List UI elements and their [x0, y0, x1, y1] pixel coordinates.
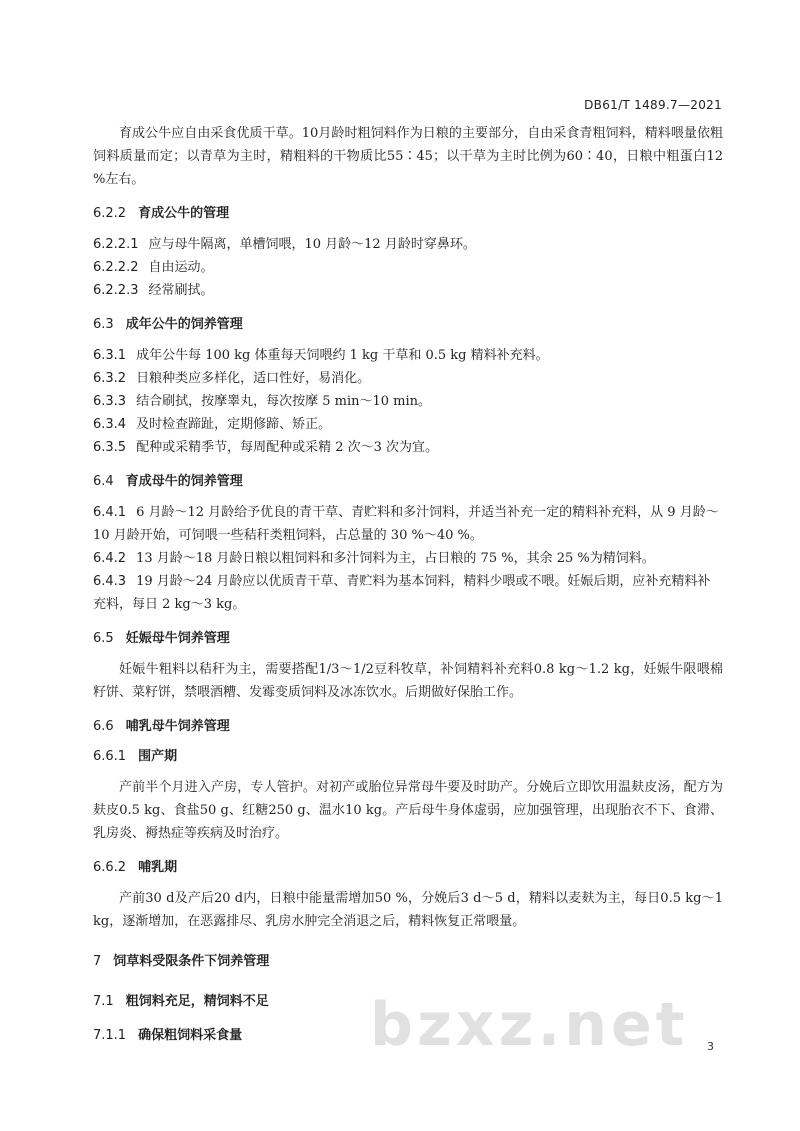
clause: 6.3.3 结合刷拭，按摩睾丸，每次按摩 5 min～10 min。 — [93, 394, 432, 409]
subsection-heading: 6.6.2 哺乳期 — [93, 860, 178, 875]
section-heading: 6.3 成年公牛的饲养管理 — [93, 317, 243, 332]
paragraph: 产前30 d及产后20 d内，日粮中能量需增加50 %，分娩后3 d～5 d，精料以麦麸为主，每日0.5 kg～1 kg，逐渐增加，在恶露排尽、乳房水肿完全消退之后，精料恢复正常喂量。 — [93, 891, 723, 929]
subsection-heading: 6.6.1 围产期 — [93, 749, 178, 764]
clause: 6.2.2.2 自由运动。 — [93, 260, 214, 275]
document-id: DB61/T 1489.7—2021 — [584, 98, 722, 112]
watermark: bzxz.net — [370, 990, 689, 1060]
section-heading: 6.5 妊娠母牛饲养管理 — [93, 631, 230, 646]
clause: 6.3.1 成年公牛每 100 kg 体重每天饲喂约 1 kg 干草和 0.5 kg 精料补充料。 — [93, 348, 549, 363]
page-number: 3 — [707, 1040, 714, 1053]
clause: 6.3.2 日粮种类应多样化，适口性好，易消化。 — [93, 371, 371, 386]
chapter-heading: 7 饲草料受限条件下饲养管理 — [93, 954, 270, 969]
clause: 6.2.2.3 经常刷拭。 — [93, 283, 214, 298]
section-heading: 6.4 育成母牛的饲养管理 — [93, 474, 243, 489]
clause: 6.4.2 13 月龄～18 月龄日粮以粗饲料和多汁饲料为主，占日粮的 75 %，其余 25 %为精饲料。 — [93, 551, 655, 566]
clause: 6.4.3 19 月龄～24 月龄应以优质青干草、青贮料为基本饲料，精料少喂或不喂。妊娠后期，应补充精料补充料，每日 2 kg～3 kg。 — [93, 574, 711, 612]
clause: 6.3.4 及时检查蹄趾，定期修蹄、矫正。 — [93, 417, 332, 432]
clause: 6.4.1 6 月龄～12 月龄给予优良的青干草、青贮料和多汁饲料，并适当补充一定的精料补充料，从 9 月龄～10 月龄开始，可饲喂一些秸秆类粗饲料，占总量的 30 %～40 %。 — [93, 505, 719, 543]
section-heading: 7.1 粗饲料充足，精饲料不足 — [93, 994, 269, 1009]
paragraph: 产前半个月进入产房，专人管护。对初产或胎位异常母牛要及时助产。分娩后立即饮用温麸皮汤，配方为麸皮0.5 kg、食盐50 g、红糖250 g、温水10 kg。产后母牛身体虚弱，应加强管理，出现胎衣不下、食滞、乳房炎、褥热症等疾病及时治疗。 — [93, 780, 723, 841]
section-heading: 6.6 哺乳母牛饲养管理 — [93, 719, 230, 734]
document-body — [93, 122, 723, 1047]
paragraph: 妊娠牛粗料以秸秆为主，需要搭配1/3～1/2豆科牧草，补饲精料补充料0.8 kg～1.2 kg，妊娠牛限喂棉籽饼、菜籽饼，禁喂酒糟、发霉变质饲料及冰冻饮水。后期做好保胎工作。 — [93, 662, 723, 700]
paragraph: 育成公牛应自由采食优质干草。10月龄时粗饲料作为日粮的主要部分，自由采食青粗饲料，精料喂量依粗饲料质量而定；以青草为主时，精粗料的干物质比55∶45；以干草为主时比例为60∶40，日粮中粗蛋白12 %左右。 — [93, 126, 723, 187]
section-heading: 6.2.2 育成公牛的管理 — [93, 206, 230, 221]
subsection-heading: 7.1.1 确保粗饲料采食量 — [93, 1028, 243, 1043]
clause: 6.2.2.1 应与母牛隔离，单槽饲喂，10 月龄～12 月龄时穿鼻环。 — [93, 237, 476, 252]
clause: 6.3.5 配种或采精季节，每周配种或采精 2 次～3 次为宜。 — [93, 440, 439, 455]
